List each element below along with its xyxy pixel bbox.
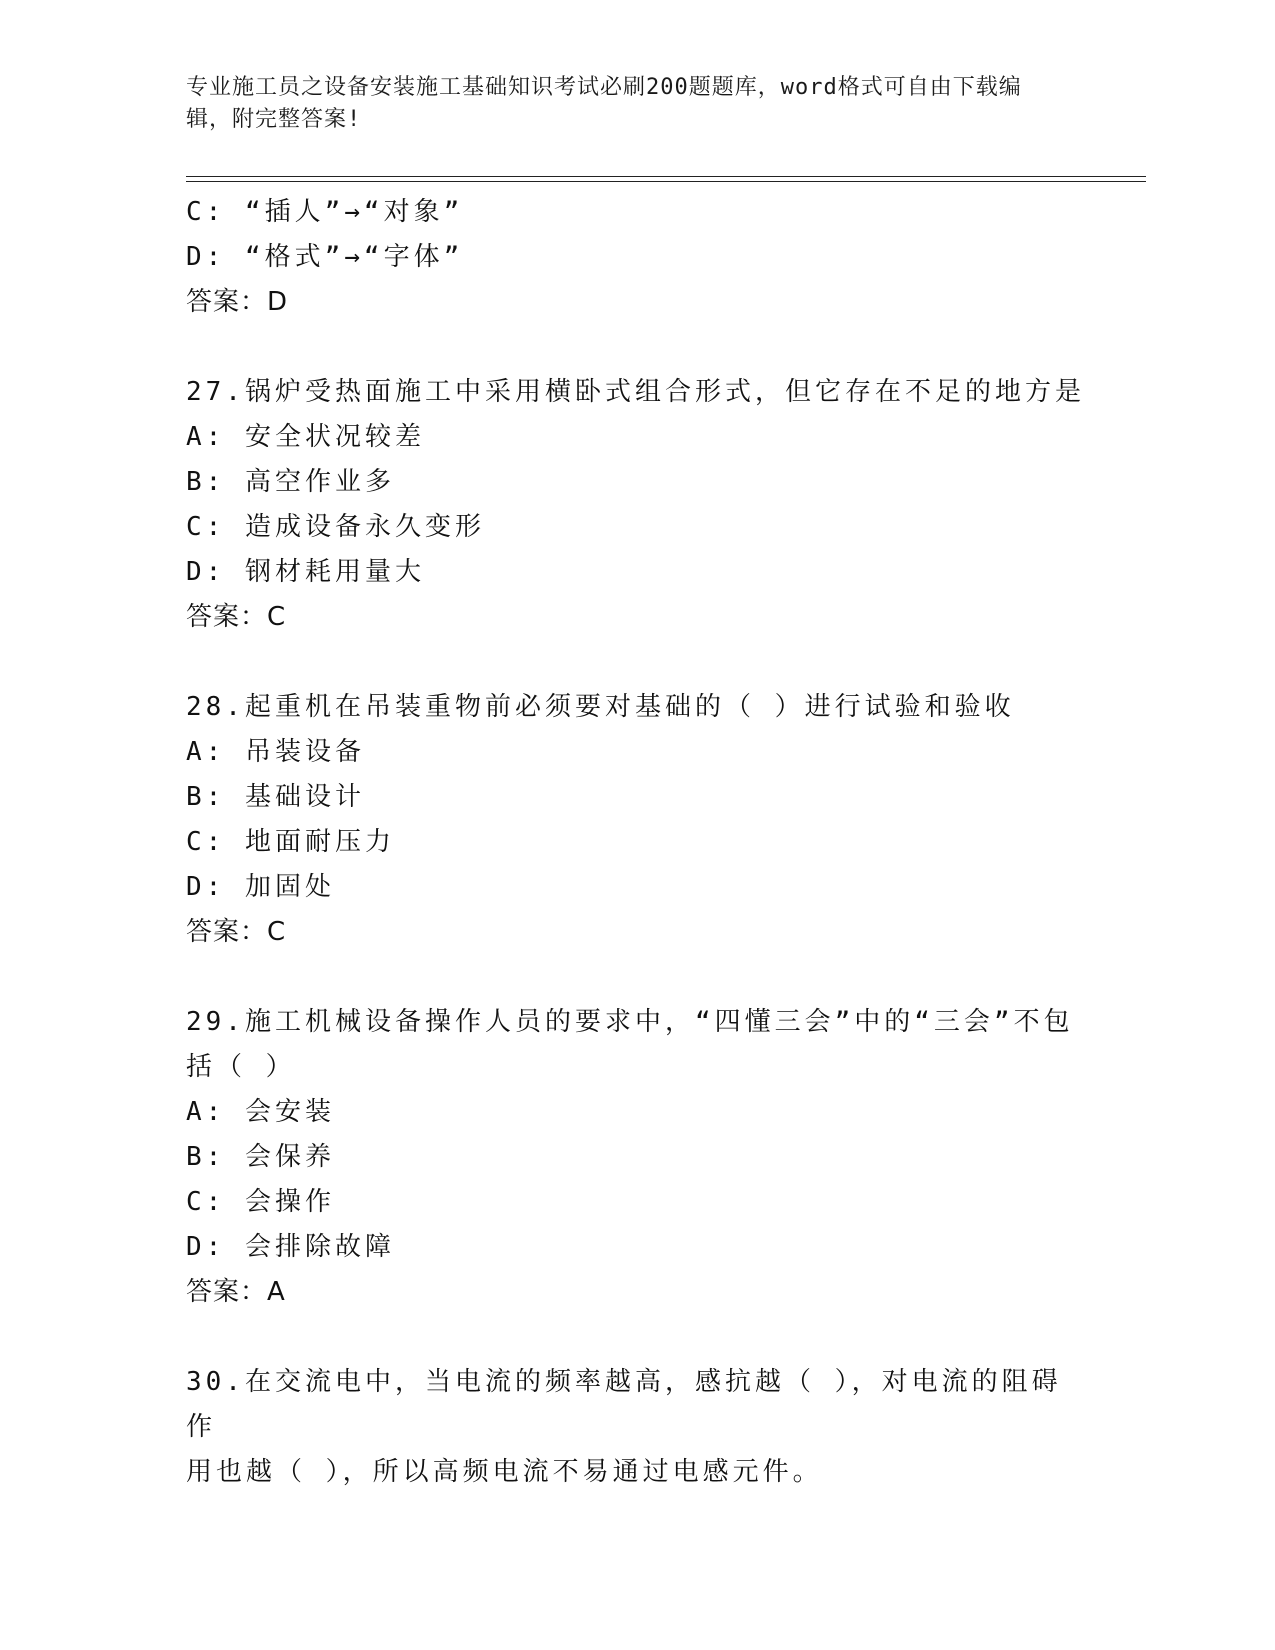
option-a: A: 安全状况较差 [186, 422, 425, 452]
option-d: D: 会排除故障 [186, 1232, 395, 1262]
question-title-line-1: 29.施工机械设备操作人员的要求中，“四懂三会”中的“三会”不包 [186, 1007, 1074, 1037]
spacer [186, 955, 1086, 1000]
question-29 [186, 1000, 1086, 1315]
answer-line: 答案：C [186, 602, 287, 632]
question-title-line-1: 30.在交流电中，当电流的频率越高，感抗越（ ），对电流的阻碍作 [186, 1367, 1062, 1442]
option-b: B: 会保养 [186, 1142, 335, 1172]
option-d: D: 加固处 [186, 872, 335, 902]
answer-line: 答案：D [186, 287, 289, 317]
header-rule-top [186, 176, 1146, 177]
header-rule-bottom [186, 181, 1146, 182]
question-title: 28.起重机在吊装重物前必须要对基础的（ ）进行试验和验收 [186, 692, 1015, 722]
option-d: D: 钢材耗用量大 [186, 557, 425, 587]
question-content [186, 190, 1086, 1495]
option-c: C: 地面耐压力 [186, 827, 395, 857]
answer-line: 答案：C [186, 917, 287, 947]
option-c: C: “插人”→“对象” [186, 197, 464, 227]
answer-line: 答案：A [186, 1277, 286, 1307]
question-26-fragment [186, 190, 1086, 325]
option-c: C: 造成设备永久变形 [186, 512, 485, 542]
option-a: A: 会安装 [186, 1097, 335, 1127]
document-header: 专业施工员之设备安装施工基础知识考试必刷200题题库，word格式可自由下载编辑，附完整答案! [186, 75, 1022, 132]
spacer [186, 325, 1086, 370]
option-c: C: 会操作 [186, 1187, 335, 1217]
question-title-line-2: 用也越（ ），所以高频电流不易通过电感元件。 [186, 1457, 823, 1487]
question-30 [186, 1360, 1086, 1495]
question-27 [186, 370, 1086, 640]
question-28 [186, 685, 1086, 955]
spacer [186, 640, 1086, 685]
question-title-line-2: 括（ ） [186, 1052, 296, 1082]
option-a: A: 吊装设备 [186, 737, 365, 767]
option-b: B: 高空作业多 [186, 467, 395, 497]
option-b: B: 基础设计 [186, 782, 365, 812]
option-d: D: “格式”→“字体” [186, 242, 464, 272]
spacer [186, 1315, 1086, 1360]
question-title: 27.锅炉受热面施工中采用横卧式组合形式，但它存在不足的地方是 [186, 377, 1085, 407]
